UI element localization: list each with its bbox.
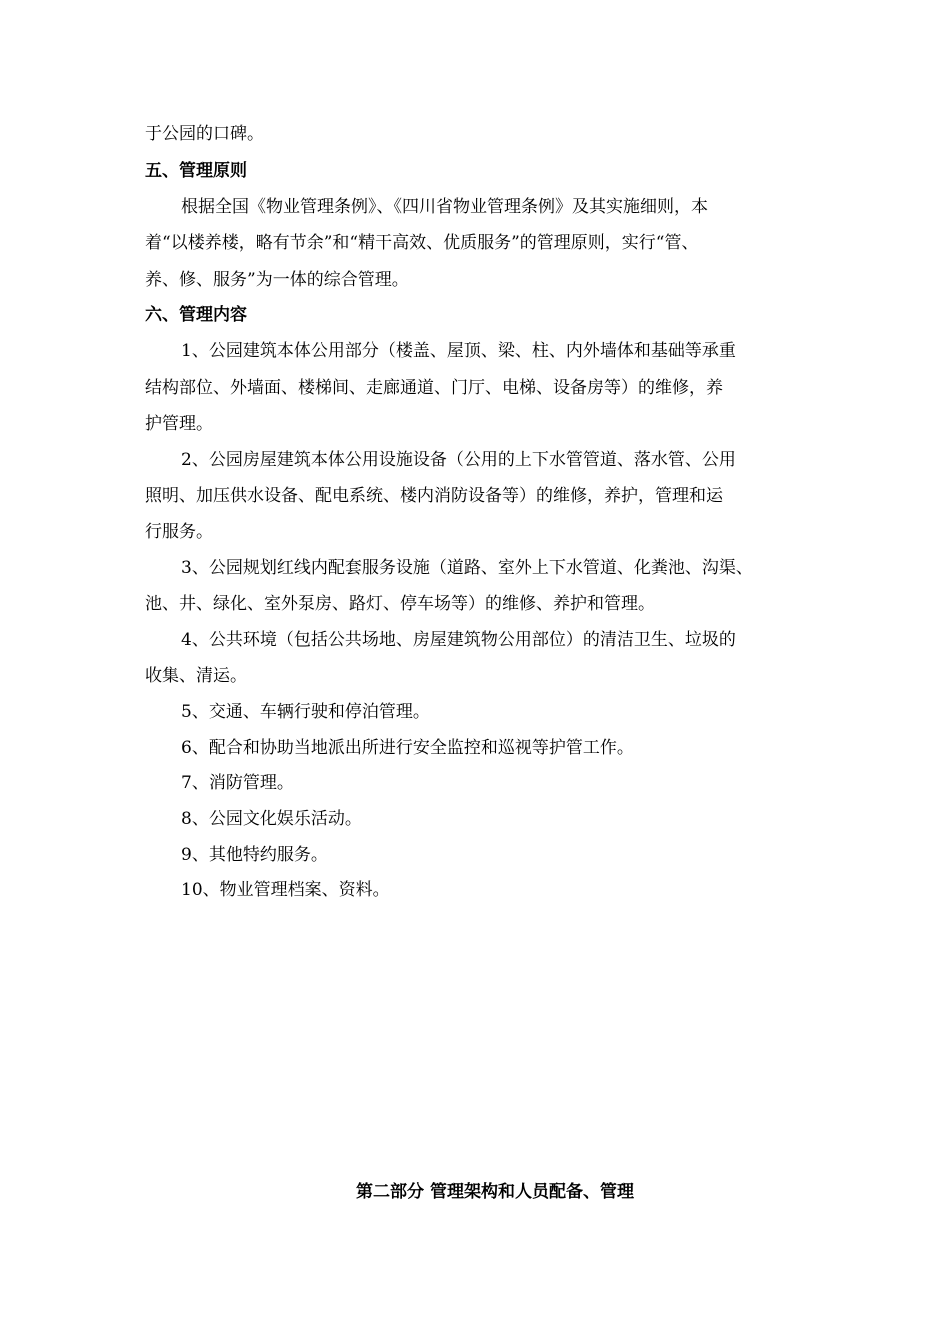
list-item-line: 护管理。 [145, 414, 213, 434]
list-item-line: 结构部位、外墙面、楼梯间、走廊通道、门厅、电梯、设备房等）的维修，养 [145, 378, 723, 398]
list-item-line: 9、其他特约服务。 [181, 845, 328, 865]
section-heading-principles: 五、管理原则 [145, 161, 247, 181]
list-item-line: 10、物业管理档案、资料。 [181, 880, 390, 900]
part-title: 第二部分 管理架构和人员配备、管理 [356, 1182, 634, 1202]
list-item-line: 1、公园建筑本体公用部分（楼盖、屋顶、梁、柱、内外墙体和基础等承重 [181, 341, 736, 361]
list-item-line: 3、公园规划红线内配套服务设施（道路、室外上下水管道、化粪池、沟渠、 [181, 558, 753, 578]
paragraph-continuation: 于公园的口碑。 [145, 124, 264, 144]
list-item-line: 4、公共环境（包括公共场地、房屋建筑物公用部位）的清洁卫生、垃圾的 [181, 630, 736, 650]
list-item-line: 2、公园房屋建筑本体公用设施设备（公用的上下水管管道、落水管、公用 [181, 450, 736, 470]
list-item-line: 收集、清运。 [145, 666, 247, 686]
list-item-line: 照明、加压供水设备、配电系统、楼内消防设备等）的维修，养护，管理和运 [145, 486, 723, 506]
list-item-line: 5、交通、车辆行驶和停泊管理。 [181, 702, 430, 722]
list-item-line: 池、井、绿化、室外泵房、路灯、停车场等）的维修、养护和管理。 [145, 594, 655, 614]
list-item-line: 8、公园文化娱乐活动。 [181, 809, 362, 829]
list-item-line: 7、消防管理。 [181, 773, 294, 793]
paragraph-line: 着“以楼养楼，略有节余”和“精干高效、优质服务”的管理原则，实行“管、 [145, 233, 699, 253]
list-item-line: 6、配合和协助当地派出所进行安全监控和巡视等护管工作。 [181, 738, 634, 758]
section-heading-content: 六、管理内容 [145, 305, 247, 325]
list-item-line: 行服务。 [145, 522, 213, 542]
paragraph-line: 根据全国《物业管理条例》、《四川省物业管理条例》及其实施细则，本 [181, 197, 708, 217]
paragraph-line: 养、修、服务”为一体的综合管理。 [145, 270, 409, 290]
